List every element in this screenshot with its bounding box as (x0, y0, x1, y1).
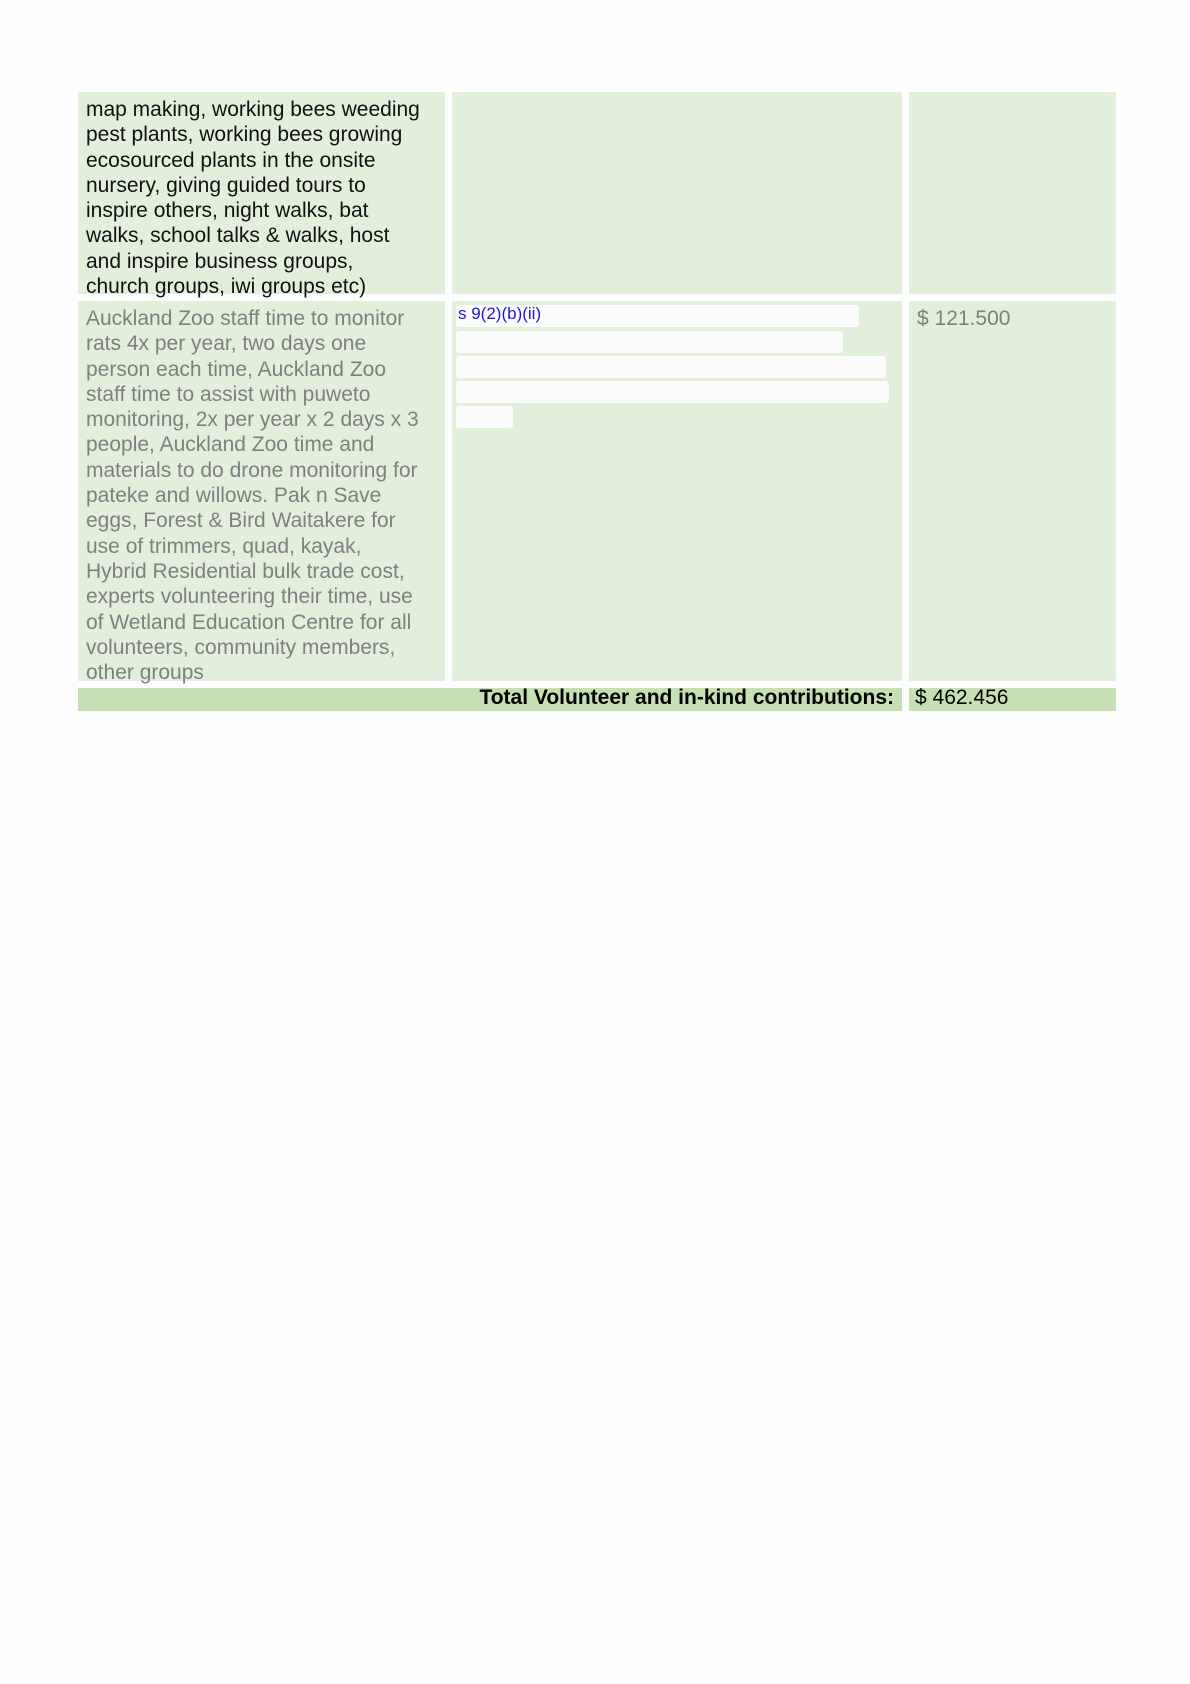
total-label: Total Volunteer and in-kind contributions: (479, 686, 894, 709)
row1-amount (909, 92, 1116, 97)
total-value: $ 462.456 (915, 686, 1009, 709)
redaction-block (456, 381, 889, 403)
row1-amount-cell (909, 92, 1116, 294)
redaction-block (456, 331, 843, 353)
row2-amount-cell (909, 301, 1116, 681)
redaction-block (456, 356, 886, 378)
row2-description-cell (78, 301, 445, 685)
row2-amount: $ 121.500 (917, 307, 1011, 330)
row2-description: Auckland Zoo staff time to monitor rats 4x per year, two days one person each time, Auckland Zoo staff time to assist with puweto monitoring, 2x per year x 2 days x 3 people, Auckland Zoo time and materials to do drone monitoring for pateke and willows. Pak n Save eggs, Forest & Bird Waitakere for use of trimmers, quad, kayak, Hybrid Residential bulk trade cost, experts volunteering their time, use of Wetland Education Centre for all volunteers, community members, other groups (86, 307, 419, 685)
redaction-label: s 9(2)(b)(ii) (458, 304, 542, 323)
row1-description: map making, working bees weeding pest plants, working bees growing ecosourced plants in the onsite nursery, giving guided tours to inspire others, night walks, bat walks, school talks & walks, host and inspire business groups, church groups, iwi groups etc) (86, 98, 420, 299)
redaction-block (456, 406, 513, 428)
row1-detail-cell (452, 92, 902, 294)
row1-description-cell (78, 92, 445, 299)
